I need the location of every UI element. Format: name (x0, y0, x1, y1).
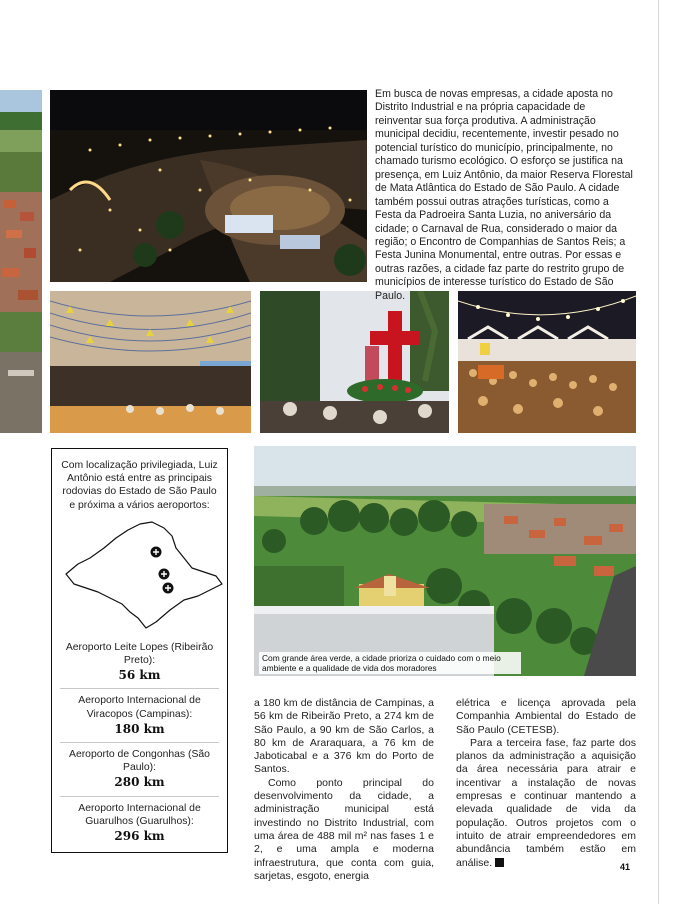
aerial-green-area-photo (254, 446, 636, 676)
intro-paragraph: Em busca de novas empresas, a cidade aposta no Distrito Industrial e na própria capacidade de reinventar sua força produtiva. A administração municipal decidiu, recentemente, investir pesado no potencial turístico do município, principalmente, no chamado turismo ecológico. O esforço se justifica na presença, em Luiz Antônio, da maior Reserva Florestal de Mata Atlântica do Estado de São Paulo. A cidade também possui outras atrações turísticas, como a Festa da Padroeira Santa Luzia, no aniversário da cidade; o Carnaval de Rua, considerado o maior da região; o Encontro de Companhias de Santos Reis; a Festa Junina Monumental, entre outras. Por essas e outras razões, a cidade faz parte do restrito grupo de municípios de interesse turístico do Estado de São Paulo. (375, 88, 633, 302)
airport-distance: 56 km (118, 668, 161, 683)
airport-plane-icon (159, 568, 170, 579)
sao-paulo-state-map (60, 518, 224, 630)
airport-item (60, 636, 219, 689)
airport-item (60, 688, 219, 742)
airport-item (60, 796, 219, 850)
infobox-lead-text: Com localização privilegiada, Luiz Antônio está entre as principais rodovias do Estado de São Paulo e próxima a vários aeroportos: (61, 460, 218, 511)
airport-name: Aeroporto de Congonhas (São Paulo): (69, 749, 210, 774)
santa-luzia-procession-photo (260, 291, 449, 433)
airport-plane-icon (151, 546, 162, 557)
aerial-city-edge-photo (0, 90, 42, 433)
airport-list (60, 636, 219, 849)
article-paragraph-text: Para a terceira fase, faz parte dos planos da administração a aquisição da área necessária para atrair e incentivar a instalação de novas empresas e continuar mantendo a elevada qualidade de vida da população. Outros projetos com o intuito de atrair empreendedores em abundância também estão em análise. (456, 736, 636, 869)
airport-distance: 180 km (114, 721, 165, 736)
festival-tent-photo (50, 291, 251, 433)
airport-distance: 280 km (114, 775, 165, 790)
article-column-1 (254, 697, 434, 883)
page-edge-line (658, 0, 659, 904)
night-festival-aerial-photo (50, 90, 367, 282)
article-paragraph: elétrica e licença aprovada pela Companhia Ambiental do Estado de São Paulo (CETESB). (456, 697, 636, 736)
article-column-2 (456, 697, 636, 870)
photo-caption: Com grande área verde, a cidade prioriza o cuidado com o meio ambiente e a qualidade de vida dos moradores (259, 652, 521, 674)
airport-distance: 296 km (114, 829, 165, 844)
airport-name: Aeroporto Leite Lopes (Ribeirão Preto): (65, 641, 214, 667)
article-paragraph: Como ponto principal do desenvolvimento da cidade, a administração municipal está investindo no Distrito Industrial, com uma área de 488 mil m² nas fases 1 e 2, e uma ampla e moderna infraestrutura, que conta com guia, sarjetas, esgoto, energia (254, 776, 434, 882)
airport-name: Aeroporto Internacional de Viracopos (Campinas): (78, 695, 201, 720)
end-of-article-icon (495, 858, 504, 867)
night-fair-crowd-photo (458, 291, 636, 433)
airport-name: Aeroporto Internacional de Guarulhos (Guarulhos): (78, 802, 201, 827)
airport-item (60, 742, 219, 796)
page-number: 41 (620, 862, 631, 872)
location-infobox (51, 448, 228, 853)
article-paragraph: a 180 km de distância de Campinas, a 56 km de Ribeirão Preto, a 274 km de São Paulo, a 90 km de São Carlos, a 80 km de Araraquara, a 76 km de Jaboticabal e a 376 km do Porto de Santos. (254, 697, 434, 776)
airport-plane-icon (163, 582, 174, 593)
article-paragraph (456, 737, 636, 870)
